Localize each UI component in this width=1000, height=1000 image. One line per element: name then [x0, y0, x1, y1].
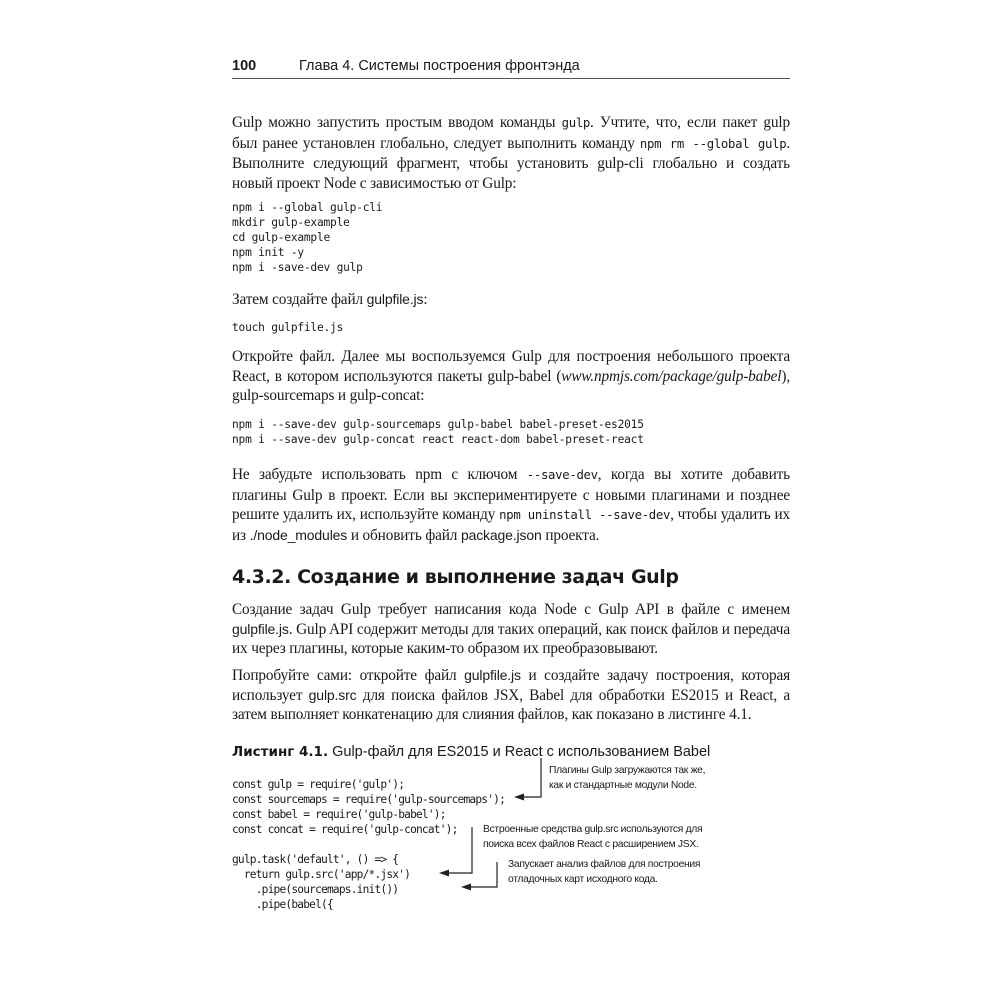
text-run: . Учтите, что, если пакет gulp был ранее установлен глобально, следует выполнить команду — [232, 114, 790, 152]
code-line: npm i --save-dev gulp-sourcemaps gulp-babel babel-preset-es2015 — [232, 418, 644, 431]
text-run: . Gulp API содержит методы для таких операций, как поиск файлов и передача их через плагины, которые каким-то образом их преобразовывают. — [232, 620, 790, 657]
filename: ./node_modules — [249, 526, 348, 543]
listing-title: Gulp-файл для ES2015 и React с использованием Babel — [328, 744, 711, 760]
inline-code: npm uninstall --save-dev — [499, 508, 671, 522]
text-run: для поиска файлов JSX, Babel для обработки ES2015 и React, а затем выполняет конкатенацию для слияния файлов, как показано в листинге 4.1. — [232, 686, 790, 723]
code-line: gulp.task('default', () => { — [232, 853, 399, 866]
code-line: npm i --save-dev gulp-concat react react-dom babel-preset-react — [232, 433, 644, 446]
arrow-head — [439, 870, 449, 877]
annotation-line: поиска всех файлов React с расширением JSX. — [483, 839, 699, 850]
code-line: const gulp = require('gulp'); — [232, 778, 405, 791]
code-line: const concat = require('gulp-concat'); — [232, 823, 458, 836]
text-run: , чтобы удалить их из — [232, 506, 790, 544]
annotation-line: Встроенные средства gulp.src используются для — [483, 824, 703, 835]
arrow-line — [446, 827, 472, 873]
inline-code: npm rm --global gulp — [639, 136, 787, 151]
chapter-title: Глава 4. Системы построения фронтэнда — [299, 58, 580, 74]
text-run: и создайте задачу построения, которая использует — [232, 667, 790, 704]
listing-label: Листинг 4.1. — [232, 744, 329, 760]
text-run: Gulp можно запустить простым вводом команды — [232, 114, 562, 131]
annotation — [549, 763, 705, 793]
filename: gulpfile.js — [366, 291, 424, 307]
code-line: npm i --global gulp-cli — [232, 201, 383, 214]
text-run: Попробуйте сами: откройте файл — [232, 667, 465, 684]
url-text: www.npmjs.com/package/gulp-babel — [561, 367, 782, 385]
inline-code: --save-dev — [526, 468, 598, 482]
annotation-line: отладочных карт исходного кода. — [508, 874, 658, 885]
annotation — [508, 857, 700, 887]
inline-code: gulp — [561, 116, 591, 130]
text-run: Создание задач Gulp требует написания кода Node с Gulp API в файле с именем — [232, 601, 790, 618]
section-heading: 4.3.2. Создание и выполнение задач Gulp — [232, 566, 679, 588]
text-run: , когда вы хотите добавить плагины Gulp в проект. Если вы экспериментируете с новыми плагинами и позднее решите удалить их, используйте команду — [232, 466, 790, 523]
code-line: return gulp.src('app/*.jsx') — [232, 868, 411, 881]
filename: gulpfile.js — [464, 667, 521, 683]
annotation-line: Плагины Gulp загружаются так же, — [549, 765, 706, 776]
arrow-head — [514, 794, 524, 801]
code-line: cd gulp-example — [232, 231, 331, 244]
text-run: Не забудьте использовать npm с ключом — [232, 466, 527, 483]
code-line: const babel = require('gulp-babel'); — [232, 808, 446, 821]
code-line: .pipe(babel({ — [232, 898, 333, 911]
arrow-head — [461, 884, 471, 891]
text-run: и обновить файл — [347, 526, 461, 544]
text-run: проекта. — [541, 526, 600, 544]
filename: gulpfile.js — [232, 620, 289, 637]
annotation — [483, 822, 702, 852]
code-line: npm init -y — [232, 246, 304, 259]
arrow-line — [521, 758, 541, 797]
text-run: ), gulp-sourcemaps и gulp-concat: — [232, 367, 790, 404]
code-line: mkdir gulp-example — [232, 216, 350, 229]
code-line: const sourcemaps = require('gulp-sourcemaps'); — [232, 793, 506, 806]
page-number: 100 — [232, 58, 257, 74]
text-run: : — [423, 291, 428, 308]
filename: package.json — [460, 526, 542, 543]
annotation-line: как и стандартные модули Node. — [549, 780, 697, 791]
annotation-line: Запускает анализ файлов для построения — [508, 859, 701, 870]
code-line: .pipe(sourcemaps.init()) — [232, 883, 399, 896]
code-line: npm i -save-dev gulp — [232, 261, 363, 274]
text-run: . Выполните следующий фрагмент, чтобы установить gulp-cli глобально и создать новый проект Node с зависимостью от Gulp: — [232, 134, 790, 192]
filename: gulp.src — [308, 686, 357, 703]
text-run: Откройте файл. Далее мы воспользуемся Gulp для построения небольшого проекта React, в котором используются пакеты gulp-babel ( — [232, 348, 790, 385]
text-run: Затем создайте файл — [232, 291, 367, 308]
code-line: touch gulpfile.js — [232, 321, 344, 334]
